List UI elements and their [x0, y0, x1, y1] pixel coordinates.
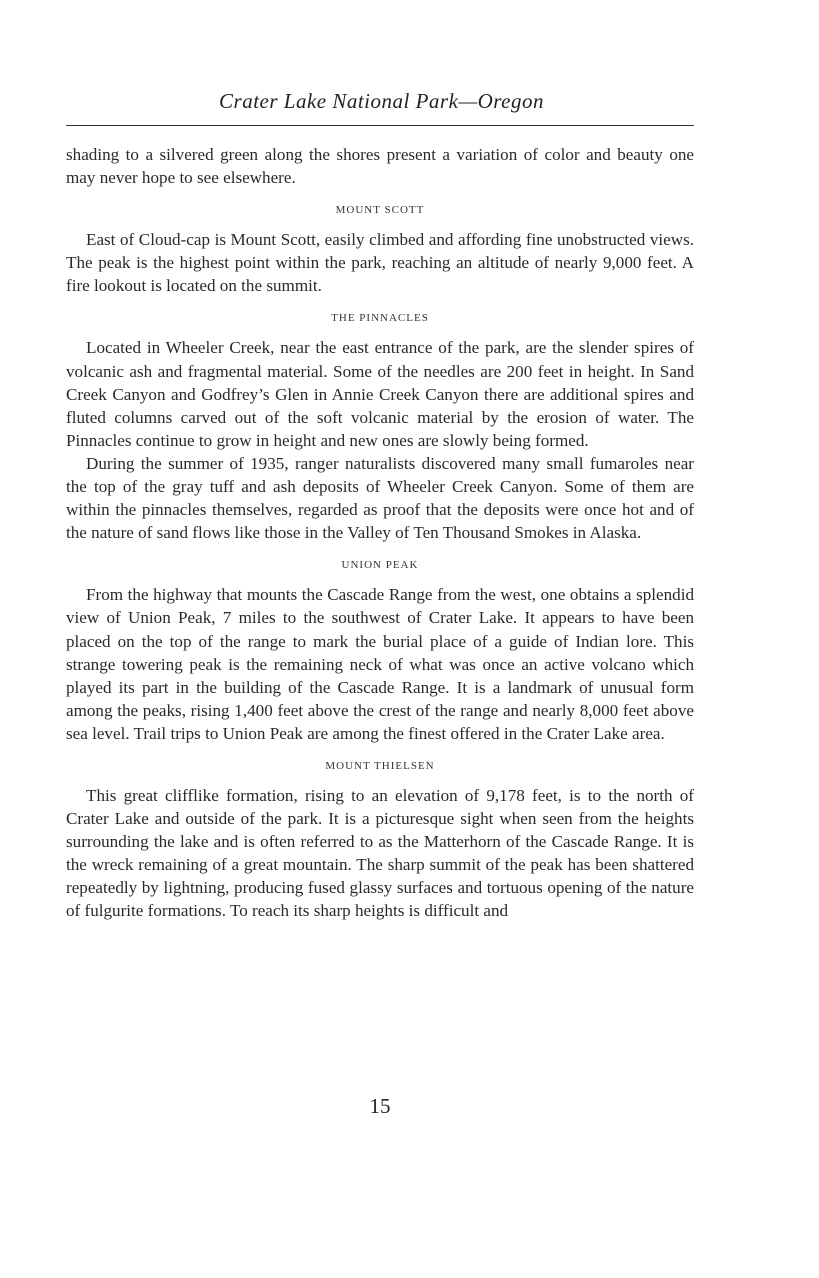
paragraph-union-peak: From the highway that mounts the Cascade Range from the west, one obtains a splendid view of Union Peak, 7 miles to the southwest of Crater Lake. It appears to have been placed on the top of the range to mark the burial place of a guide of Indian lore. This strange towering peak is the remaining neck of what was once an active volcano which played its part in the building of the Cascade Range. It is a landmark of unusual form among the peaks, rising 1,400 feet above the crest of the range and nearly 8,000 feet above sea level. Trail trips to Union Peak are among the finest offered in the Crater Lake area. [66, 585, 694, 743]
section-heading-union-peak: UNION PEAK [341, 559, 419, 572]
body-text [66, 143, 694, 923]
paragraph-pinnacles-2: During the summer of 1935, ranger naturalists discovered many small fumaroles near the top of the gray tuff and ash deposits of Wheeler Creek Canyon. Some of them are within the pinnacles themselves, regarded as proof that the deposits were once hot and of the nature of sand flows like those in the Valley of Ten Thousand Smokes in Alaska. [66, 453, 694, 543]
paragraph-mount-thielsen: This great clifflike formation, rising to an elevation of 9,178 feet, is to the north of Crater Lake and outside of the park. It is a picturesque sight when seen from the heights surrounding the lake and is often referred to as the Matterhorn of the Cascade Range. It is the wreck remaining of a great mountain. The sharp summit of the peak has been shattered repeatedly by lightning, producing fused glassy surfaces and tortuous opening of the nature of fulgurite formations. To reach its sharp heights is difficult and [66, 785, 694, 921]
paragraph-continued: shading to a silvered green along the shores present a variation of color and beauty one may never hope to see elsewhere. [66, 145, 694, 188]
section-heading-mount-scott: MOUNT SCOTT [335, 204, 425, 217]
paragraph-mount-scott: East of Cloud-cap is Mount Scott, easily climbed and affording fine unobstructed views. The peak is the highest point within the park, reaching an altitude of nearly 9,000 feet. A fire lookout is located on the summit. [66, 230, 694, 296]
header-rule [66, 125, 694, 126]
page-number: 15 [369, 1094, 391, 1118]
book-page [66, 86, 694, 1118]
section-heading-the-pinnacles: THE PINNACLES [331, 312, 429, 325]
section-heading-mount-thielsen: MOUNT THIELSEN [325, 759, 435, 772]
running-title: Crater Lake National Park—Oregon [219, 89, 544, 113]
paragraph-pinnacles-1: Located in Wheeler Creek, near the east entrance of the park, are the slender spires of volcanic ash and fragmental material. Some of the needles are 200 feet in height. In Sand Creek Canyon and Godfrey’s Glen in Annie Creek Canyon there are additional spires and fluted columns carved out of the soft volcanic material by the erosion of water. The Pinnacles continue to grow in height and new ones are slowly being formed. [66, 338, 694, 450]
